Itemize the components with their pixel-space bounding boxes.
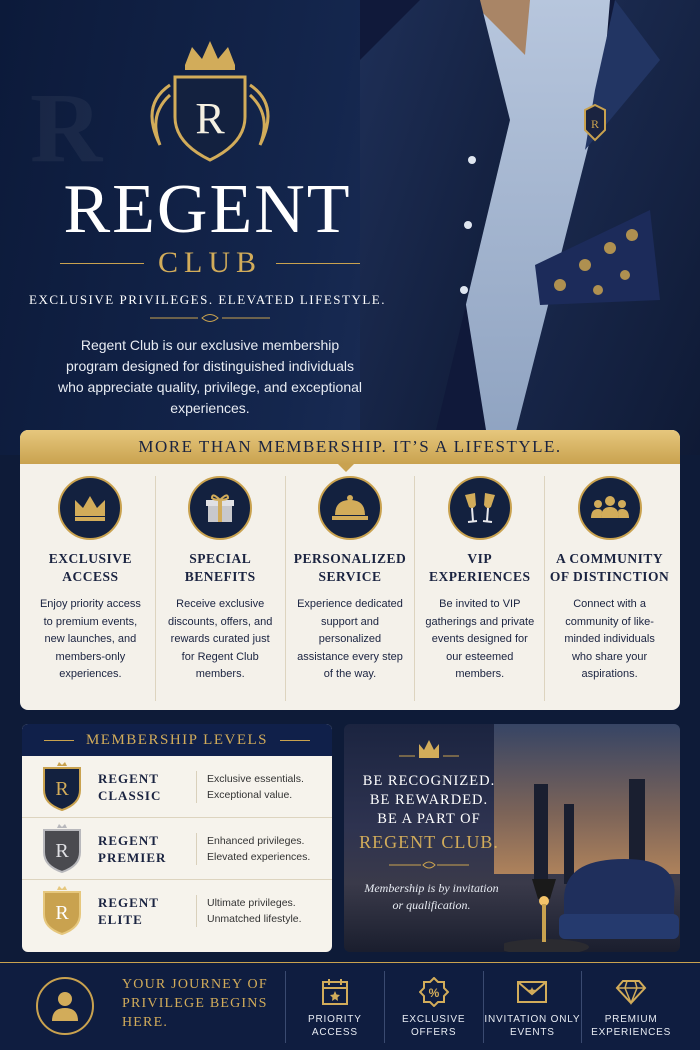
percent-badge-icon [385, 975, 483, 1009]
brand-subtitle: CLUB [158, 246, 263, 279]
brand-subtitle-row [60, 243, 360, 283]
user-icon [36, 977, 94, 1035]
crest-logo-icon [130, 35, 290, 170]
promo-highlight: REGENT CLUB. [359, 832, 499, 852]
intro-text: Regent Club is our exclusive membership program designed for distinguished individuals who appreciate quality, privilege, and exceptional experiences. [57, 337, 363, 416]
svg-text:%: % [428, 986, 439, 1000]
promo-panel [344, 724, 680, 952]
promo-line: BE REWARDED. [369, 792, 489, 808]
footer-feature [384, 971, 483, 1043]
level-row-classic [22, 756, 332, 818]
levels-header [22, 724, 332, 756]
armchair-lamp-photo [504, 829, 680, 952]
membership-levels-panel [22, 724, 332, 952]
level-name: REGENT ELITE [98, 895, 159, 927]
level-desc-line: Ultimate privileges. [207, 897, 296, 909]
brand-tagline: EXCLUSIVE PRIVILEGES. ELEVATED LIFESTYLE. [29, 292, 386, 307]
levels-heading: MEMBERSHIP LEVELS [85, 731, 269, 748]
benefit-card [26, 476, 156, 701]
footer-feature [581, 971, 680, 1043]
footer-feature [285, 971, 384, 1043]
level-desc-line: Elevated experiences. [207, 850, 311, 863]
promo-line: BE RECOGNIZED. [362, 773, 496, 789]
footer-feature-label: EXCLUSIVE OFFERS [401, 1014, 466, 1038]
benefit-text: Enjoy priority access to premium events, new launches, and members-only experiences. [39, 598, 141, 680]
classic-shield-icon [40, 762, 84, 812]
brand-title: REGENT [63, 171, 352, 248]
benefit-card [286, 476, 416, 701]
benefit-card [415, 476, 545, 701]
benefit-title: EXCLUSIVE ACCESS [48, 551, 133, 584]
benefit-card [156, 476, 286, 701]
flourish-divider-icon [150, 311, 270, 325]
svg-text:R: R [55, 777, 69, 800]
gift-icon [188, 476, 252, 540]
svg-text:R: R [55, 902, 69, 924]
champagne-glasses-icon [448, 476, 512, 540]
benefit-text: Experience dedicated support and personalized assistance every step of the way. [297, 598, 403, 680]
footer-feature-label: PRIORITY ACCESS [308, 1014, 362, 1038]
svg-text:R: R [590, 117, 600, 131]
divider-line [280, 740, 310, 741]
footer-title: YOUR JOURNEY OF PRIVILEGE BEGINS HERE. [122, 977, 268, 1030]
footer-features [285, 971, 680, 1043]
level-name: REGENT CLASSIC [98, 770, 162, 803]
benefit-card [545, 476, 674, 701]
benefits-panel [20, 430, 680, 710]
footer-feature-label: PREMIUM EXPERIENCES [591, 1014, 672, 1038]
crown-icon [399, 738, 459, 764]
background-monogram: R [30, 72, 103, 183]
calendar-star-icon [286, 975, 384, 1009]
divider-line [276, 263, 360, 264]
benefit-title: VIP EXPERIENCES [429, 551, 531, 584]
svg-text:R: R [195, 94, 225, 143]
benefit-title: PERSONALIZED SERVICE [293, 551, 407, 584]
crown-icon [58, 476, 122, 540]
elite-shield-icon [40, 886, 84, 936]
svg-text:R: R [55, 839, 69, 862]
envelope-icon [484, 975, 582, 1009]
promo-line: BE A PART OF [377, 811, 481, 827]
promo-headline [344, 772, 514, 829]
footer-feature [483, 971, 582, 1043]
level-description [196, 833, 310, 865]
level-description [196, 771, 304, 803]
community-icon [578, 476, 642, 540]
footer-bar [0, 962, 700, 1050]
divider-line [44, 740, 74, 741]
premier-shield-icon [40, 824, 84, 874]
benefit-text: Be invited to VIP gatherings and private events designed for our esteemed members. [425, 598, 535, 680]
level-desc-line: Exclusive essentials. [207, 772, 304, 785]
level-desc-line: Exceptional value. [207, 788, 293, 801]
benefit-text: Receive exclusive discounts, offers, and rewards curated just for Regent Club members. [168, 598, 273, 680]
benefit-text: Connect with a community of like-minded individuals who share your aspirations. [564, 598, 655, 680]
divider-line [60, 263, 144, 264]
diamond-icon [582, 975, 680, 1009]
benefit-title: A COMMUNITY OF DISTINCTION [549, 551, 670, 584]
hero-section [0, 0, 700, 455]
level-description [196, 895, 302, 927]
flourish-divider-icon [389, 859, 469, 871]
ribbon-pointer [338, 464, 354, 472]
benefits-heading: MORE THAN MEMBERSHIP. IT’S A LIFESTYLE. [20, 430, 680, 464]
footer-feature-label: INVITATION ONLY EVENTS [484, 1014, 581, 1038]
level-desc-line: Enhanced privileges. [207, 834, 305, 847]
level-name: REGENT PREMIER [98, 832, 167, 865]
promo-note: Membership is by invitation or qualification. [364, 881, 499, 912]
level-row-elite [22, 880, 332, 942]
benefit-title: SPECIAL BENEFITS [184, 551, 256, 584]
level-row-premier [22, 818, 332, 880]
service-bell-icon [318, 476, 382, 540]
level-desc-line: Unmatched lifestyle. [207, 913, 302, 925]
